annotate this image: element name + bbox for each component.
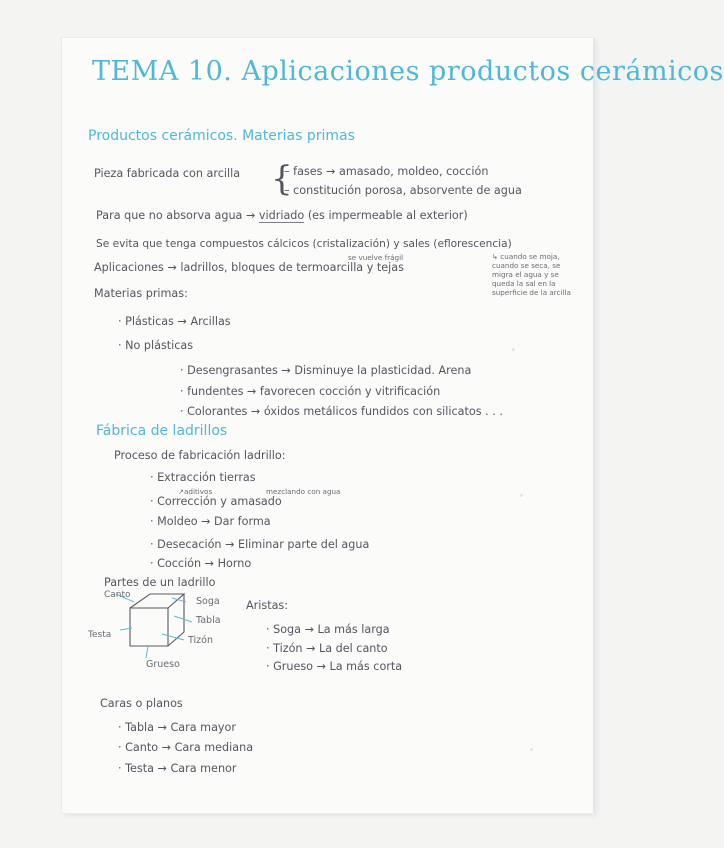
evita-note: se vuelve frágil: [348, 253, 404, 262]
paper-speck: [520, 494, 523, 497]
arista-grueso: · Grueso → La más corta: [266, 660, 403, 673]
arista-tizon: · Tizón → La del canto: [266, 642, 388, 655]
label-canto: Canto: [104, 590, 131, 600]
paper-speck: [530, 748, 533, 751]
fases-text: – fases → amasado, moldeo, cocción: [284, 165, 489, 178]
step-desecacion: · Desecación → Eliminar parte del agua: [150, 538, 370, 551]
note-aditivos: ↗aditivos: [178, 487, 213, 496]
step-extraccion: · Extracción tierras: [150, 471, 256, 484]
section-heading-productos: Productos cerámicos. Materias primas: [88, 128, 355, 144]
section-heading-fabrica: Fábrica de ladrillos: [96, 423, 228, 439]
step-correccion: · Corrección y amasado: [150, 495, 282, 508]
note-agua: mezclando con agua: [266, 487, 341, 496]
label-grueso: Grueso: [146, 659, 180, 670]
sub-item-desengrasantes: · Desengrasantes → Disminuye la plasticidad. Arena: [180, 364, 472, 377]
sub-item-colorantes: · Colorantes → óxidos metálicos fundidos con silicatos . . .: [180, 405, 503, 418]
side-note-2: cuando se seca, se: [492, 261, 561, 270]
label-tabla: Tabla: [196, 615, 221, 626]
side-note-5: superficie de la arcilla: [492, 288, 571, 297]
cara-testa: · Testa → Cara menor: [118, 762, 237, 775]
brace-icon: {: [271, 159, 293, 199]
vidriado-pre-text: Para que no absorva agua →: [96, 209, 256, 222]
cara-tabla: · Tabla → Cara mayor: [118, 721, 236, 734]
constitucion-text: – constitución porosa, absorvente de agua: [284, 184, 522, 197]
page-edge: [593, 38, 595, 813]
caras-text: Caras o planos: [100, 697, 183, 710]
proceso-text: Proceso de fabricación ladrillo:: [114, 449, 286, 462]
materias-text: Materias primas:: [94, 287, 188, 300]
step-moldeo: · Moldeo → Dar forma: [150, 515, 271, 528]
evita-text: Se evita que tenga compuestos cálcicos (cristalización) y sales (eflorescencia): [96, 238, 512, 250]
arista-soga: · Soga → La más larga: [266, 623, 390, 636]
side-note-4: queda la sal en la: [492, 279, 556, 288]
plasticas-text: · Plásticas → Arcillas: [118, 315, 231, 328]
vidriado-post-text: (es impermeable al exterior): [307, 209, 468, 222]
aplicaciones-text: Aplicaciones → ladrillos, bloques de termoarcilla y tejas: [94, 261, 404, 274]
step-coccion: · Cocción → Horno: [150, 557, 252, 570]
vidriado-term: vidriado: [258, 209, 305, 222]
no-plasticas-text: · No plásticas: [118, 339, 194, 352]
sub-item-fundentes: · fundentes → favorecen cocción y vitrificación: [180, 385, 441, 398]
page-title: TEMA 10. Aplicaciones productos cerámicos: [92, 56, 724, 87]
vidriado-intro: [96, 210, 468, 223]
aristas-text: Aristas:: [246, 599, 289, 612]
label-soga: Soga: [196, 596, 220, 607]
paper-speck: [512, 348, 515, 351]
side-note-1: ↳ cuando se moja,: [492, 252, 560, 261]
pieza-text: Pieza fabricada con arcilla: [94, 167, 241, 180]
brick-arrows: [116, 594, 192, 658]
label-testa: Testa: [88, 630, 112, 640]
side-note-3: migra el agua y se: [492, 270, 559, 279]
cara-canto: · Canto → Cara mediana: [118, 741, 254, 754]
label-tizon: Tizón: [188, 635, 213, 646]
partes-text: Partes de un ladrillo: [104, 576, 216, 589]
